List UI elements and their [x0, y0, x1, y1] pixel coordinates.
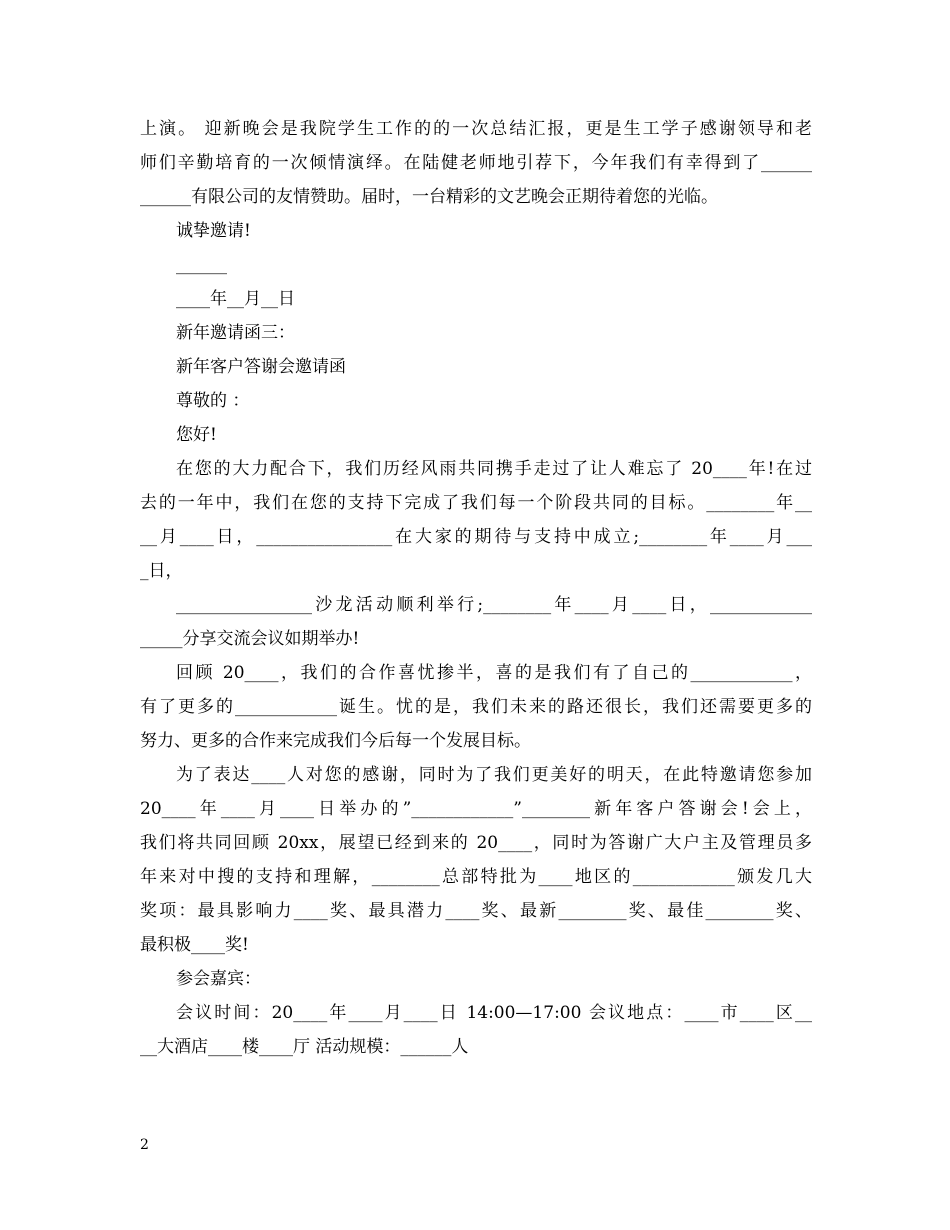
section-heading: 新年邀请函三： — [176, 323, 295, 343]
paragraph-line: 最积极____奖! — [140, 935, 249, 955]
paragraph-line: 上演。 迎新晚会是我院学生工作的的一次总结汇报，更是生工学子感谢领导和老 — [140, 119, 812, 139]
paragraph-line: ________________沙龙活动顺利举行;________年____月____日，____________ — [176, 595, 812, 615]
closing-salutation: 诚挚邀请! — [176, 221, 251, 241]
paragraph-line: _____分享交流会议如期举办! — [140, 629, 360, 649]
paragraph-line: 20____年____月____日举办的”____________”________新年客户答谢会!会上， — [140, 799, 812, 819]
document-body — [140, 112, 812, 1064]
paragraph-line: 年来对中搜的支持和理解，________总部特批为____地区的____________颁发几大 — [140, 867, 812, 887]
paragraph-line: 去的一年中，我们在您的支持下完成了我们每一个阶段共同的目标。________年__ — [140, 493, 812, 513]
signature-blank: ______ — [176, 255, 227, 275]
paragraph-line: 在您的大力配合下，我们历经风雨共同携手走过了让人难忘了 20____年!在过 — [176, 459, 812, 479]
paragraph-line: 会议时间：20____年____月____日 14:00—17:00 会议地点：____市____区__ — [176, 1003, 812, 1023]
paragraph-line: 为了表达____人对您的感谢，同时为了我们更美好的明天，在此特邀请您参加 — [176, 765, 812, 785]
page-number: 2 — [140, 1137, 149, 1153]
greeting: 您好! — [176, 425, 217, 445]
paragraph-line: 师们辛勤培育的一次倾情演绎。在陆健老师地引荐下，今年我们有幸得到了______ — [140, 153, 812, 173]
paragraph-line: __月____日，________________在大家的期待与支持中成立;________年____月___ — [140, 527, 812, 547]
paragraph-line: 努力、更多的合作来完成我们今后每一个发展目标。 — [140, 731, 531, 751]
paragraph-line: __大酒店____楼____厅 活动规模：______人 — [140, 1037, 469, 1057]
date-line: ____年__月__日 — [176, 289, 295, 309]
paragraph-line: ______有限公司的友情赞助。届时，一台精彩的文艺晚会正期待着您的光临。 — [140, 187, 718, 207]
salutation: 尊敬的 ： — [176, 391, 250, 411]
paragraph-line: 我们将共同回顾 20xx，展望已经到来的 20____，同时为答谢广大户主及管理员多 — [140, 833, 812, 853]
paragraph-line: 奖项：最具影响力____奖、最具潜力____奖、最新________奖、最佳________奖、 — [140, 901, 812, 921]
section-label: 参会嘉宾： — [176, 969, 261, 989]
paragraph-line: 有了更多的____________诞生。忧的是，我们未来的路还很长，我们还需要更多的 — [140, 697, 812, 717]
paragraph-line: _日， — [140, 561, 183, 581]
paragraph-line: 回顾 20____，我们的合作喜忧掺半，喜的是我们有了自己的____________， — [176, 663, 812, 683]
letter-title: 新年客户答谢会邀请函 — [176, 357, 346, 377]
